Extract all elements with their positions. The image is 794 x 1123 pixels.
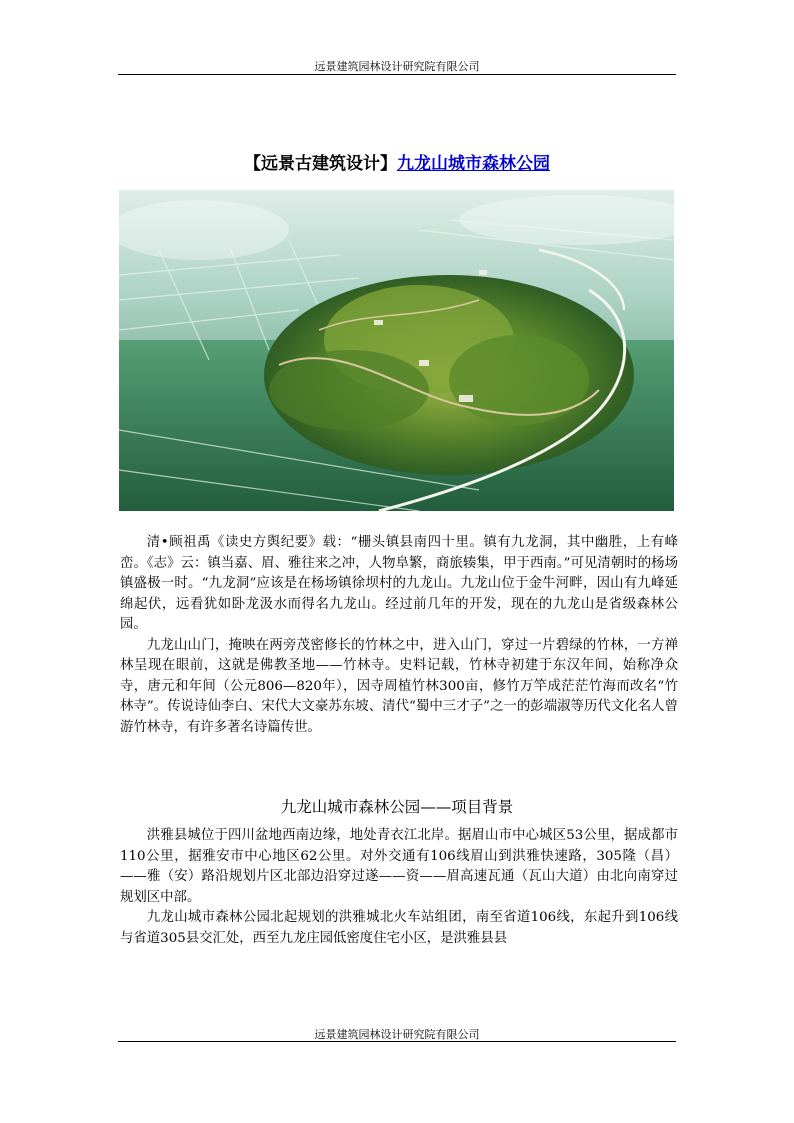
paragraph: 九龙山城市森林公园北起规划的洪雅城北火车站组团，南至省道106线，东起升到106线与省道305县交汇处，西至九龙庄园低密度住宅小区，是洪雅县县 [120,910,678,946]
paragraph: 清•顾祖禹《读史方舆纪要》载：“栅头镇县南四十里。镇有九龙洞，其中幽胜，上有峰峦。《志》云：镇当嘉、眉、雅往来之冲，人物阜繁，商旅辏集，甲于西南。”可见清朝时的杨场镇盛极一时。“九龙洞”应该是在杨场镇徐坝村的九龙山。九龙山位于金牛河畔，因山有九峰延绵起伏，远看犹如卧龙汲水而得名九龙山。经过前几年的开发，现在的九龙山是省级森林公园。 [120,535,678,632]
aerial-photo [119,190,674,511]
section-text [120,826,678,949]
page-footer: 远景建筑园林设计研究院有限公司 [314,1028,480,1041]
title-link[interactable]: 九龙山城市森林公园 [397,154,550,174]
title-bracket: 【远景古建筑设计】 [244,154,397,174]
intro-text [120,533,678,738]
section-title: 九龙山城市森林公园——项目背景 [280,798,514,816]
header-rule [118,74,676,75]
footer-rule [118,1041,676,1042]
article-title [0,149,794,174]
aerial-photo-illustration [119,190,674,511]
page-header: 远景建筑园林设计研究院有限公司 [314,60,480,73]
paragraph: 洪雅县城位于四川盆地西南边缘，地处青衣江北岸。据眉山市中心城区53公里，据成都市110公里，据雅安市中心地区62公里。对外交通有106线眉山到洪雅快速路，305隆（昌）——雅（安）路沿规划片区北部边沿穿过遂——资——眉高速瓦通（瓦山大道）由北向南穿过规划区中部。 [120,828,678,905]
paragraph: 九龙山山门，掩映在两旁茂密修长的竹林之中，进入山门，穿过一片碧绿的竹林，一方禅林呈现在眼前，这就是佛教圣地——竹林寺。史料记载，竹林寺初建于东汉年间，始称净众寺，唐元和年间（公元806—820年），因寺周植竹林300亩，修竹万竿成茫茫竹海而改名“竹林寺”。传说诗仙李白、宋代大文豪苏东坡、清代“蜀中三才子”之一的彭端淑等历代文化名人曾游竹林寺，有许多著名诗篇传世。 [120,637,678,735]
